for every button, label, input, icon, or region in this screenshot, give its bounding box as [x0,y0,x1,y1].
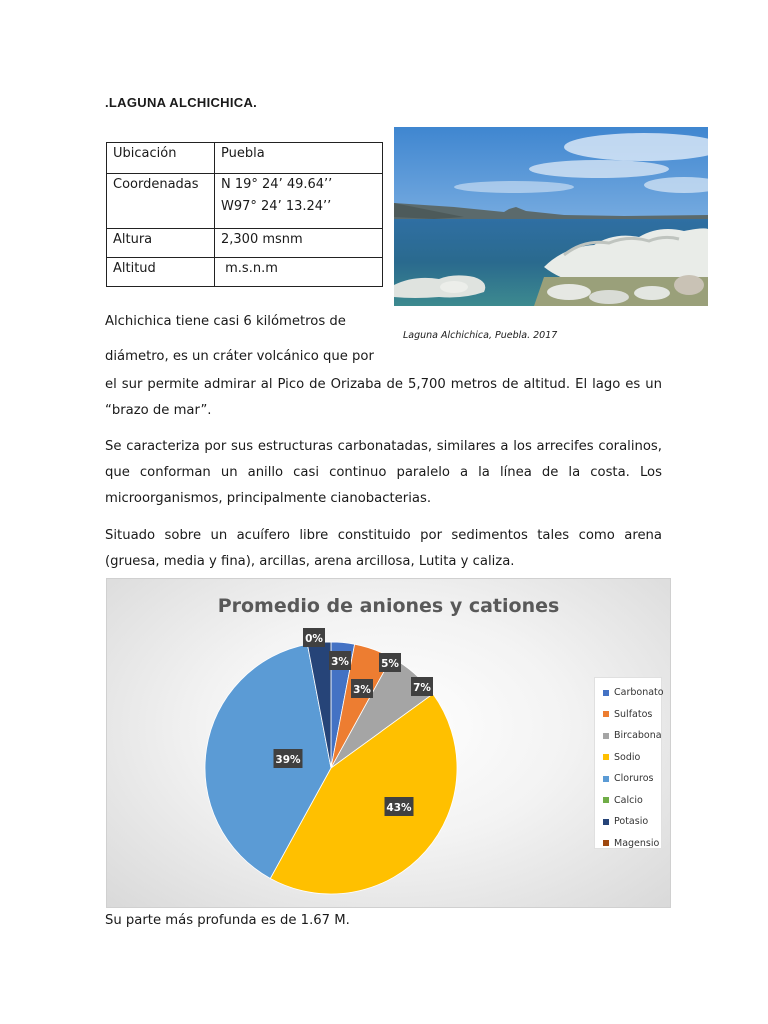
table-row [107,229,383,258]
lake-photo-image [394,127,708,306]
legend-label: Bircabona [614,730,662,742]
legend-swatch [603,690,609,696]
legend-item-magensio [603,833,661,855]
table-value: Puebla [215,143,383,174]
table-value [215,174,383,229]
table-key: Ubicación [107,143,215,174]
legend-label: Potasio [614,816,649,828]
legend-label: Magensio [614,837,660,849]
legend-label: Sodio [614,751,641,763]
lake-photo [394,127,708,306]
paragraph-intro-line1: Alchichica tiene casi 6 kilómetros de [105,314,346,329]
legend-swatch [603,711,609,717]
table-row [107,258,383,287]
data-label-bircabona [411,677,433,696]
svg-text:43%: 43% [386,802,412,814]
coordinate-west: W97° 24’ 13.24’’ [221,199,332,214]
svg-text:5%: 5% [381,658,399,670]
chart-title: Promedio de aniones y cationes [217,595,560,617]
table-value: m.s.n.m [215,258,383,287]
data-label-cloruros [274,749,303,768]
svg-text:7%: 7% [413,682,431,694]
paragraph-depth: Su parte más profunda es de 1.67 M. [105,913,350,928]
svg-text:39%: 39% [275,754,301,766]
legend-swatch [603,733,609,739]
table-value: 2,300 msnm [215,229,383,258]
legend-item-potasio [603,811,661,833]
data-label-carbonato [351,679,373,698]
pie-chart [106,578,671,908]
legend-item-carbonato [603,682,664,704]
svg-text:3%: 3% [331,656,349,668]
photo-caption: Laguna Alchichica, Puebla. 2017 [403,330,558,341]
table-key: Altitud [107,258,215,287]
table-key: Coordenadas [107,174,215,229]
legend-swatch [603,776,609,782]
paragraph-aquifer: Situado sobre un acuífero libre constituido por sedimentos tales como arena (gruesa, media y fina), arcillas, arena arcillosa, Lutita y caliza. [105,528,662,569]
legend-label: Carbonato [614,687,664,699]
data-label-sodio [385,797,414,816]
legend-label: Calcio [614,794,643,806]
legend-item-bircabona [603,725,661,747]
table-row [107,143,383,174]
data-label-potasio [329,651,351,670]
legend-swatch [603,840,609,846]
legend-label: Cloruros [614,773,654,785]
legend-item-calcio [603,790,661,812]
svg-text:3%: 3% [353,684,371,696]
legend-swatch [603,819,609,825]
svg-text:0%: 0% [305,633,323,645]
table-row [107,174,383,229]
pie-chart-plot [107,579,670,907]
document-heading: .LAGUNA ALCHICHICA. [105,95,258,110]
chart-legend [594,677,662,849]
paragraph-intro-rest: el sur permite admirar al Pico de Orizaba de 5,700 metros de altitud. El lago es un “brazo de mar”. [105,377,662,418]
legend-swatch [603,754,609,760]
legend-item-sulfatos [603,704,661,726]
data-label-calcio [303,628,325,647]
table-key: Altura [107,229,215,258]
coordinate-north: N 19° 24’ 49.64’’ [221,177,333,192]
legend-label: Sulfatos [614,708,653,720]
legend-swatch [603,797,609,803]
legend-item-sodio [603,747,661,769]
legend-item-cloruros [603,768,661,790]
paragraph-intro-line2: diámetro, es un cráter volcánico que por [105,349,374,364]
location-table [106,142,383,287]
data-label-sulfatos [379,653,401,672]
paragraph-carbonates: Se caracteriza por sus estructuras carbonatadas, similares a los arrecifes coralinos, que conforman un anillo casi continuo paralelo a la línea de la costa. Los microorganismos, principalmente cianobacterias. [105,439,662,506]
